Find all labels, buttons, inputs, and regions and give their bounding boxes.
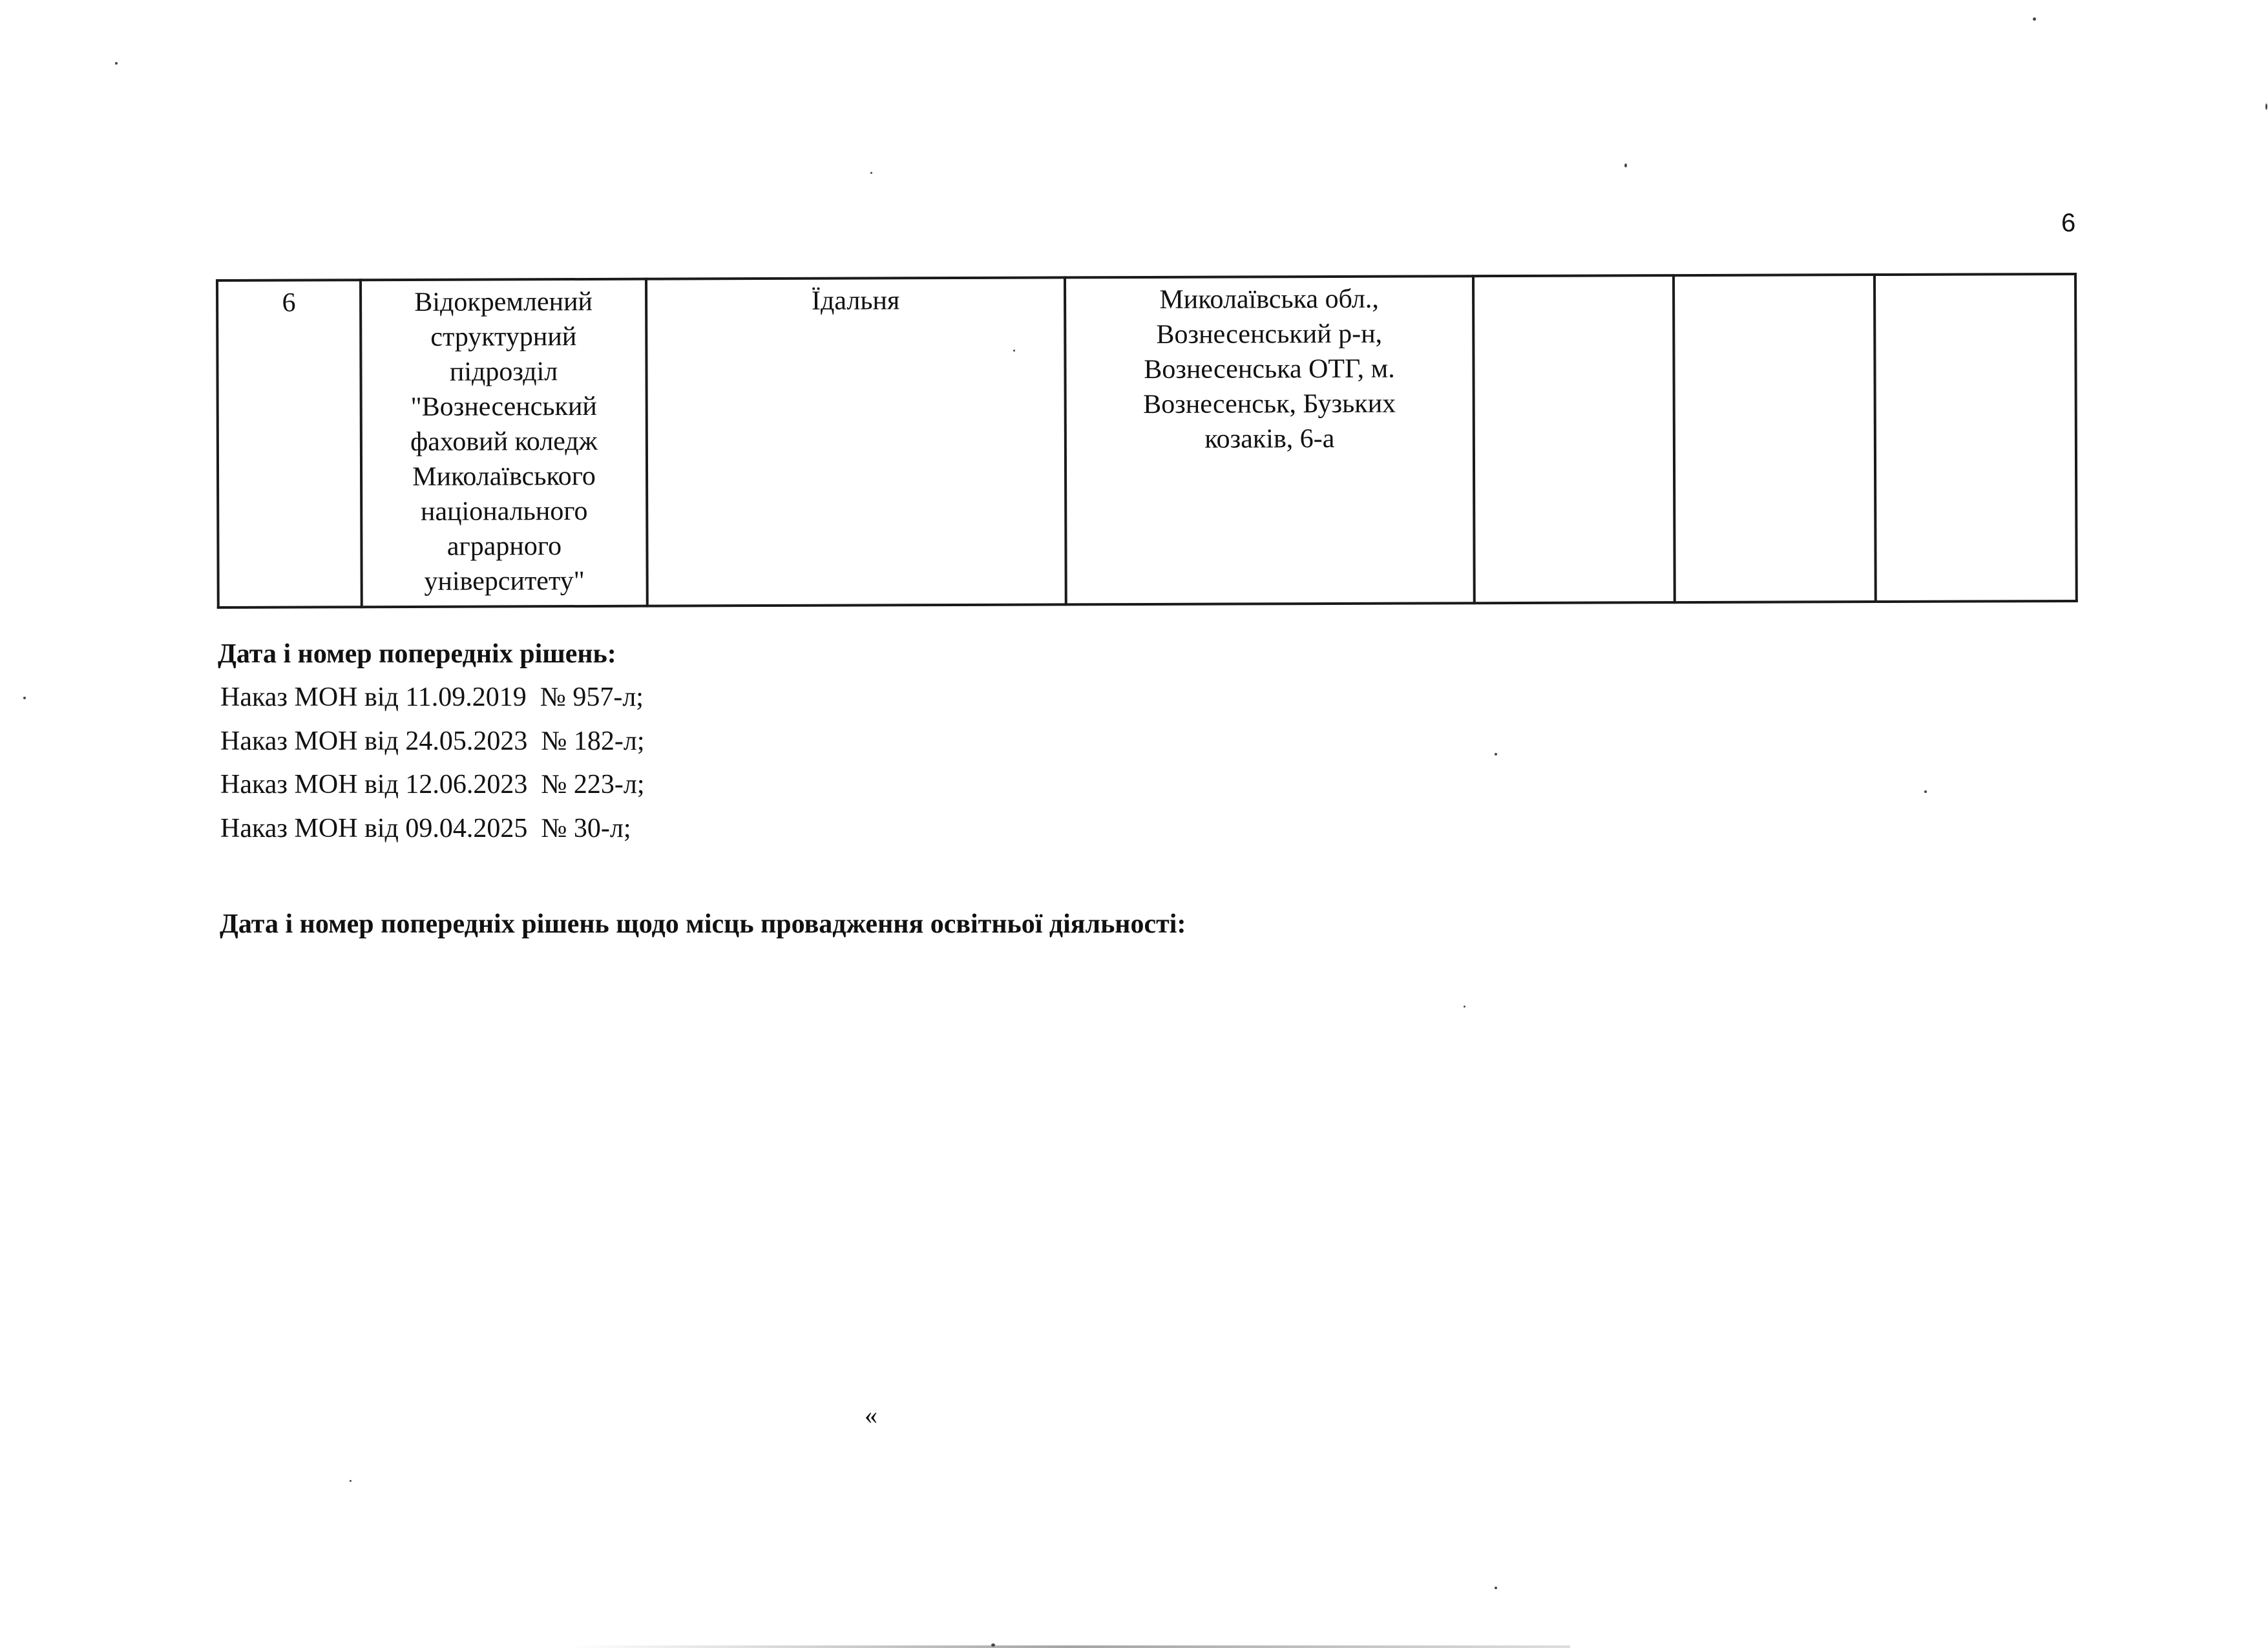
order-line: Наказ МОН від 24.05.2023 № 182-л; <box>220 726 645 756</box>
order-line: Наказ МОН від 11.09.2019 № 957-л; <box>220 682 644 712</box>
scan-speck <box>1495 1587 1497 1589</box>
empty-cell-5 <box>1473 275 1675 603</box>
scan-speck <box>1624 164 1627 167</box>
scan-speck <box>23 697 26 699</box>
places-decisions-heading: Дата і номер попередніх рішень щодо місць провадження освітньої діяльності: <box>220 909 1186 939</box>
empty-cell-7 <box>1874 274 2077 602</box>
order-line: Наказ МОН від 12.06.2023 № 223-л; <box>220 770 645 799</box>
stray-mark: « <box>865 1400 877 1430</box>
scan-speck <box>350 1480 352 1482</box>
table-row <box>217 274 2077 607</box>
education-places-table <box>216 273 2078 609</box>
scan-speck <box>1013 350 1015 352</box>
scan-speck <box>1924 790 1927 793</box>
scan-speck <box>1495 753 1497 755</box>
previous-decisions-heading: Дата і номер попередніх рішень: <box>218 639 616 669</box>
scan-speck <box>1464 1006 1465 1008</box>
page-number: 6 <box>2061 209 2076 237</box>
facility-cell: Їдальня <box>646 277 1066 606</box>
scan-speck <box>2033 17 2036 21</box>
institution-cell: Відокремлений структурний підрозділ "Вознесенський фаховий коледж Миколаївського національного аграрного університету" <box>361 279 647 607</box>
scan-bottom-edge <box>569 1645 1570 1648</box>
order-line: Наказ МОН від 09.04.2025 № 30-л; <box>220 814 631 843</box>
scan-speck <box>2265 103 2267 110</box>
scan-speck <box>115 62 118 65</box>
scan-speck <box>870 172 872 174</box>
empty-cell-6 <box>1674 275 1876 602</box>
row-index-cell: 6 <box>217 280 362 607</box>
address-cell: Миколаївська обл., Вознесенський р-н, Вознесенська ОТГ, м. Вознесенськ, Бузьких козаків, 6-а <box>1065 276 1475 604</box>
